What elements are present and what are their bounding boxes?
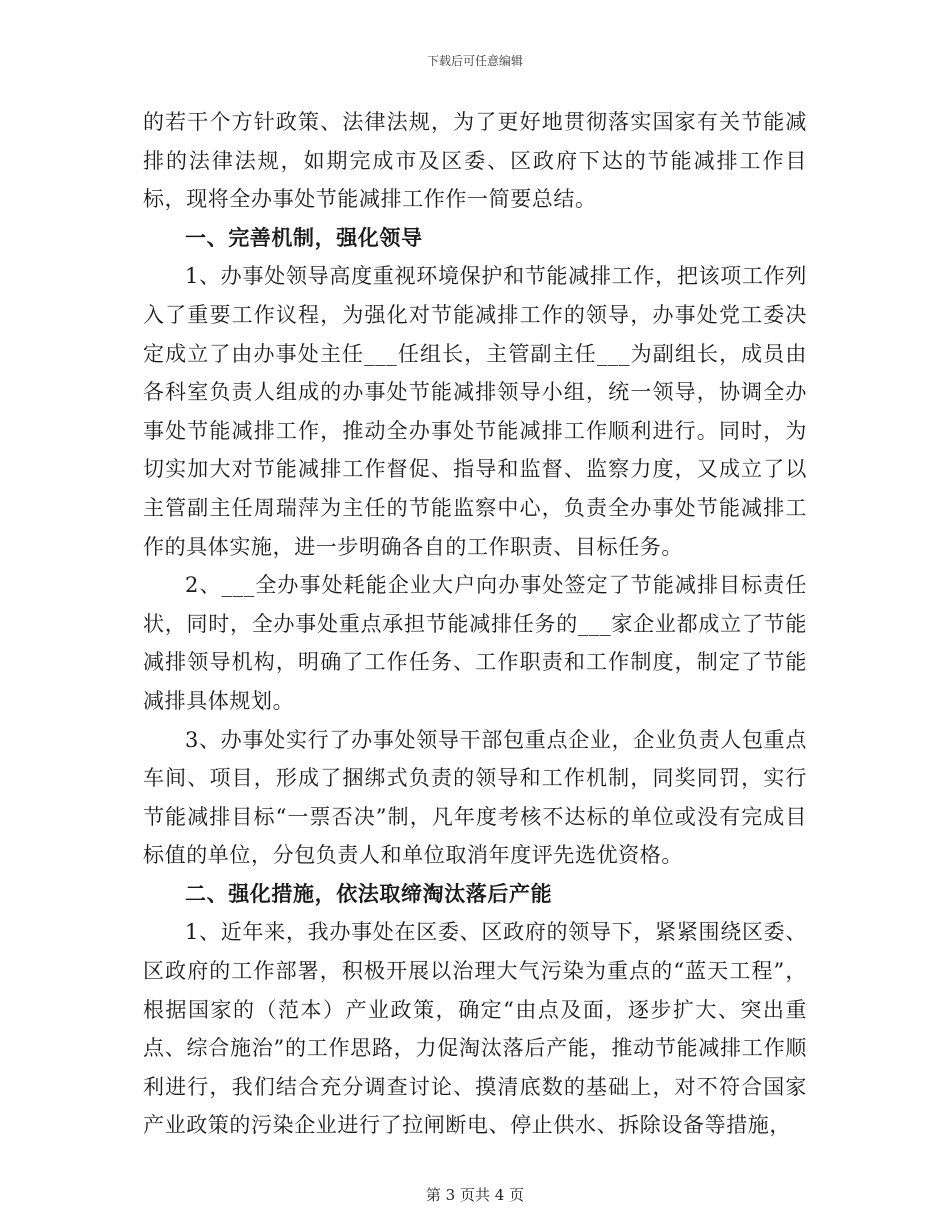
page-footer: 第 3 页共 4 页	[425, 1186, 525, 1204]
paragraph-1: 1、办事处领导高度重视环境保护和节能减排工作，把该项工作列入了重要工作议程，为强化对节能减排工作的领导，办事处党工委决定成立了由办事处主任___任组长，主管副主任___为副组长，成员由各科室负责人组成的办事处节能减排领导小组，统一领导，协调全办事处节能减排工作，推动全办事处节能减排工作顺利进行。同时，为切实加大对节能减排工作督促、指导和监督、监察力度，又成立了以主管副主任周瑞萍为主任的节能监察中心，负责全办事处节能减排工作的具体实施，进一步明确各自的工作职责、目标任务。	[143, 264, 807, 559]
paragraph-3: 3、办事处实行了办事处领导干部包重点企业，企业负责人包重点车间、项目，形成了捆绑式负责的领导和工作机制，同奖同罚，实行节能减排目标“一票否决”制，凡年度考核不达标的单位或没有完成目标值的单位，分包负责人和单位取消年度评先选优资格。	[143, 727, 807, 868]
section-heading-1: 一、完善机制，强化领导	[185, 224, 423, 250]
paragraph-intro: 的若干个方针政策、法律法规，为了更好地贯彻落实国家有关节能减排的法律法规，如期完成市及区委、区政府下达的节能减排工作目标，现将全办事处节能减排工作作一简要总结。	[143, 110, 807, 212]
document-body	[143, 103, 807, 1145]
section-heading-2: 二、强化措施，依法取缔淘汰落后产能	[185, 880, 553, 906]
paragraph-2: 2、___全办事处耗能企业大户向办事处签定了节能减排目标责任状，同时，全办事处重点承担节能减排任务的___家企业都成立了节能减排领导机构，明确了工作任务、工作职责和工作制度，制定了节能减排具体规划。	[143, 573, 807, 713]
page-header: 下载后可任意编辑	[426, 54, 523, 68]
paragraph-4: 1、近年来，我办事处在区委、区政府的领导下，紧紧围绕区委、区政府的工作部署，积极开展以治理大气污染为重点的“蓝天工程”，根据国家的（范本）产业政策，确定“由点及面，逐步扩大、突出重点、综合施治”的工作思路，力促淘汰落后产能，推动节能减排工作顺利进行，我们结合充分调查讨论、摸清底数的基础上，对不符合国家产业政策的污染企业进行了拉闸断电、停止供水、拆除设备等措施，	[143, 920, 807, 1138]
